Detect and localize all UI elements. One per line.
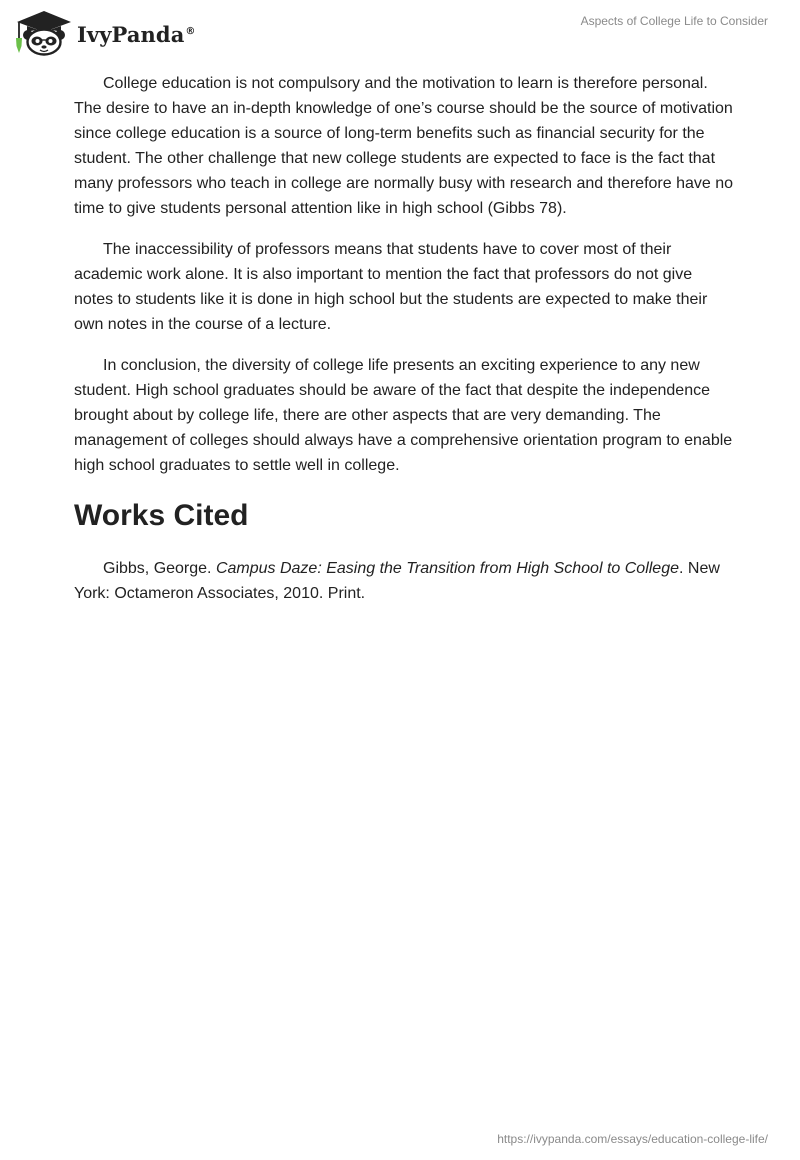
brand-name: IvyPanda® [77, 21, 196, 47]
source-url[interactable]: https://ivypanda.com/essays/education-college-life/ [497, 1132, 768, 1146]
essay-content [74, 71, 734, 606]
panda-graduate-icon [14, 8, 74, 56]
registered-mark: ® [185, 25, 196, 37]
citation-entry [74, 556, 734, 606]
page-header [0, 0, 800, 60]
works-cited-heading: Works Cited [74, 499, 249, 532]
citation-publication: . New York: Octameron Associates, 2010. Print. [74, 560, 720, 602]
body-paragraph: College education is not compulsory and the motivation to learn is therefore personal. The desire to have an in-depth knowledge of one’s course should be the source of motivation since college education is a source of long-term benefits such as financial security for the student. The other challenge that new college students are expected to face is the fact that many professors who teach in college are normally busy with research and therefore have no time to give students personal attention like in high school (Gibbs 78). [74, 75, 734, 217]
citation-title: Campus Daze: Easing the Transition from High School to College [215, 560, 679, 577]
citation-author: Gibbs, George. [103, 560, 212, 577]
body-paragraph: The inaccessibility of professors means that students have to cover most of their academic work alone. It is also important to mention the fact that professors do not give notes to students like it is done in high school but the students are expected to make their own notes in the course of a lecture. [74, 241, 708, 333]
brand-logo[interactable] [14, 8, 196, 56]
document-title: Aspects of College Life to Consider [580, 14, 768, 28]
body-paragraph: In conclusion, the diversity of college life presents an exciting experience to any new student. High school graduates should be aware of the fact that despite the independence brought about by college life, there are other aspects that are very demanding. The management of colleges should always have a comprehensive orientation program to enable high school graduates to settle well in college. [74, 357, 733, 474]
